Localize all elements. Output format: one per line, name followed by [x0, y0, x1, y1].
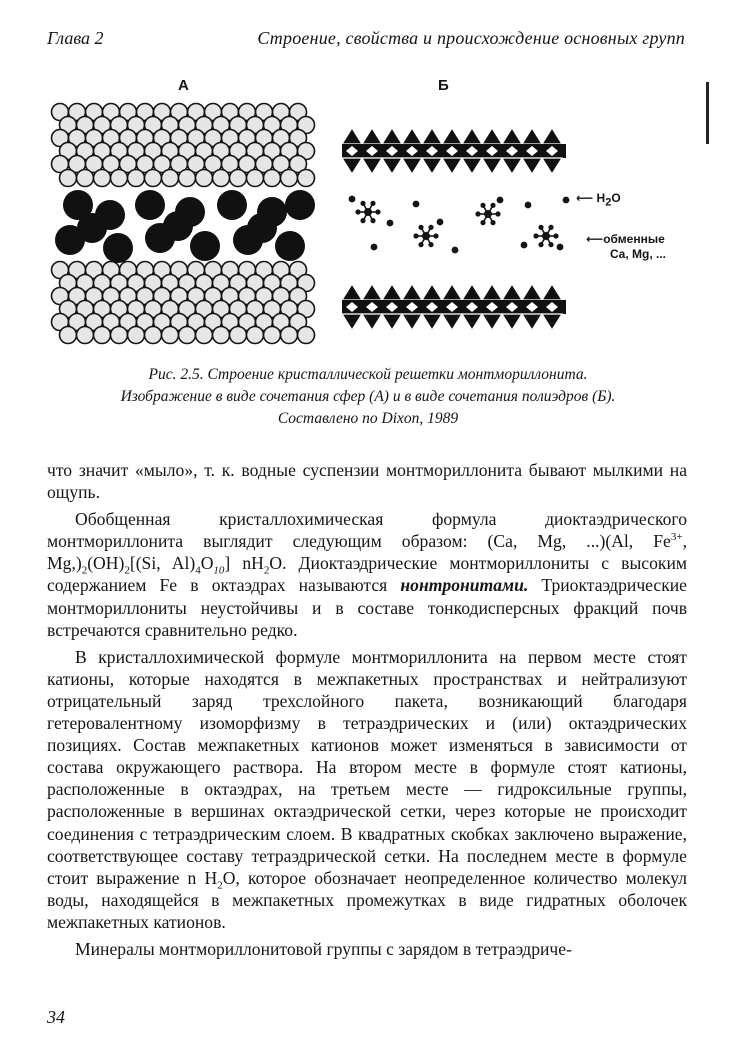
oxygen-sphere	[298, 327, 315, 344]
interlayer-sphere	[247, 213, 277, 243]
oxygen-sphere	[94, 327, 111, 344]
caption-line-1: Рис. 2.5. Строение кристаллической решетки монтмориллонита.	[148, 366, 588, 383]
tetrahedral-octahedral-layer	[522, 128, 542, 144]
oxygen-sphere	[145, 327, 162, 344]
oxygen-sphere	[77, 327, 94, 344]
exchange-cation	[538, 242, 543, 247]
figure-caption	[60, 364, 676, 430]
water-molecule	[437, 219, 444, 226]
oxygen-sphere	[230, 327, 247, 344]
water-molecule	[525, 202, 532, 209]
exchange-cation	[533, 233, 538, 238]
tetrahedral-octahedral-layer	[482, 128, 502, 144]
oxygen-sphere	[128, 327, 145, 344]
oxygen-sphere	[298, 170, 315, 187]
tetrahedral-octahedral-layer	[542, 158, 562, 174]
interlayer-sphere	[135, 190, 165, 220]
exchange-cation	[418, 242, 423, 247]
tetrahedral-octahedral-layer	[402, 314, 422, 330]
tetrahedral-octahedral-layer	[522, 158, 542, 174]
water-annotation	[576, 191, 621, 209]
oxygen-sphere	[264, 327, 281, 344]
oxygen-sphere	[94, 170, 111, 187]
tetrahedral-octahedral-layer	[542, 284, 562, 300]
oxygen-sphere	[179, 170, 196, 187]
tetrahedral-octahedral-layer	[502, 314, 522, 330]
tetrahedral-octahedral-layer	[462, 284, 482, 300]
exchange-label-line1: обменные	[603, 232, 665, 246]
tetrahedral-octahedral-layer	[362, 284, 382, 300]
oxygen-sphere	[60, 327, 77, 344]
water-molecule	[387, 220, 394, 227]
oxygen-sphere	[77, 170, 94, 187]
exchange-cation	[418, 225, 423, 230]
tetrahedral-octahedral-layer	[342, 158, 362, 174]
exchange-cation	[413, 233, 418, 238]
oxygen-sphere	[213, 327, 230, 344]
paragraph-1: что значит «мыло», т. к. водные суспензии монтмориллонита бывают мылкими на ощупь.	[47, 460, 687, 503]
chapter-label: Глава 2	[47, 28, 104, 48]
water-molecule	[413, 201, 420, 208]
tetrahedral-octahedral-layer	[362, 128, 382, 144]
interlayer-sphere	[77, 213, 107, 243]
tetrahedral-octahedral-layer	[342, 128, 362, 144]
exchange-cation	[548, 225, 553, 230]
exchange-cation	[538, 225, 543, 230]
tetrahedral-octahedral-layer	[502, 284, 522, 300]
tetrahedral-octahedral-layer	[402, 284, 422, 300]
water-molecule	[521, 242, 528, 249]
exchange-cation	[490, 203, 495, 208]
exchange-arrow-icon: ⟵	[586, 232, 604, 246]
oxygen-sphere	[179, 327, 196, 344]
tetrahedral-octahedral-layer	[522, 314, 542, 330]
oxygen-sphere	[230, 170, 247, 187]
exchange-cation	[370, 218, 375, 223]
exchange-cation	[375, 209, 380, 214]
tetrahedral-octahedral-layer	[502, 128, 522, 144]
tetrahedral-octahedral-layer	[342, 314, 362, 330]
interlayer-sphere	[163, 211, 193, 241]
exchange-cation	[428, 242, 433, 247]
exchange-cation	[490, 220, 495, 225]
oxygen-sphere	[60, 170, 77, 187]
margin-rule	[706, 82, 709, 144]
oxygen-sphere	[111, 327, 128, 344]
montmorillonite-figure	[0, 0, 733, 370]
paragraph-3: В кристаллохимической формуле монтмориллонита на первом месте стоят катионы, которые находятся в межпакетных пространствах и нейтрализуют отрицательный заряд трехслойного пакета, возникающий благодаря гетеровалентному изоморфизму в тетраэдрических и (или) октаэдрических позициях. Состав межпакетных катионов может изменяться в зависимости от состава окружающего раствора. На втором месте в формуле стоят катионы, расположенные в октаэдрах, на третьем месте — гидроксильные группы, расположенные в вершинах октаэдрической сетки, через которые не происходит соединения с тетраэдрическим слоем. В квадратных скобках заключено выражение, соответствующее составу тетраэдрической сетки. На последнем месте в формуле стоит выражение n $H_2O$, которое обозначает неопределенное количество молекул воды, находящейся в межпакетных промежутках в виде гидратных оболочек межпакетных катионов.	[47, 646, 687, 932]
caption-line-2: Изображение в виде сочетания сфер (А) и в виде сочетания полиэдров (Б).	[120, 388, 616, 405]
tetrahedral-octahedral-layer	[382, 284, 402, 300]
tetrahedral-octahedral-layer	[422, 158, 442, 174]
water-molecule	[349, 196, 356, 203]
water-molecule	[452, 247, 459, 254]
exchange-cations-annotation	[586, 232, 666, 262]
tetrahedral-octahedral-layer	[422, 128, 442, 144]
exchange-cation	[360, 201, 365, 206]
oxygen-sphere	[281, 327, 298, 344]
panel-b-label: Б	[438, 77, 449, 94]
tetrahedral-octahedral-layer	[442, 128, 462, 144]
oxygen-sphere	[196, 327, 213, 344]
water-molecule	[563, 197, 570, 204]
body-text	[47, 459, 687, 960]
exchange-cation	[360, 218, 365, 223]
tetrahedral-octahedral-layer	[382, 314, 402, 330]
tetrahedral-octahedral-layer	[422, 284, 442, 300]
tetrahedral-octahedral-layer	[382, 158, 402, 174]
oxygen-sphere	[247, 170, 264, 187]
tetrahedral-octahedral-layer	[342, 284, 362, 300]
exchange-cation	[495, 211, 500, 216]
exchange-cation	[428, 225, 433, 230]
oxygen-sphere	[196, 170, 213, 187]
tetrahedral-octahedral-layer	[462, 314, 482, 330]
water-molecule	[371, 244, 378, 251]
tetrahedral-octahedral-layer	[482, 284, 502, 300]
tetrahedral-octahedral-layer	[402, 128, 422, 144]
tetrahedral-octahedral-layer	[382, 128, 402, 144]
oxygen-sphere	[247, 327, 264, 344]
water-molecule	[557, 244, 564, 251]
oxygen-sphere	[162, 170, 179, 187]
exchange-cation	[480, 220, 485, 225]
oxygen-sphere	[145, 170, 162, 187]
exchange-cation	[355, 209, 360, 214]
exchange-cation	[475, 211, 480, 216]
panel-a-label: А	[178, 77, 189, 94]
water-label: $H_2O$	[596, 191, 621, 209]
paragraph-4: Минералы монтмориллонитовой группы с зарядом в тетраэдриче-	[75, 938, 572, 959]
interlayer-sphere	[190, 231, 220, 261]
page-number: 34	[47, 1007, 65, 1027]
tetrahedral-octahedral-layer	[462, 128, 482, 144]
exchange-cation	[370, 201, 375, 206]
water-arrow-icon: ⟵	[576, 191, 594, 205]
interlayer-sphere	[275, 231, 305, 261]
tetrahedral-octahedral-layer	[482, 314, 502, 330]
tetrahedral-octahedral-layer	[442, 158, 462, 174]
tetrahedral-octahedral-layer	[542, 314, 562, 330]
tetrahedral-octahedral-layer	[482, 158, 502, 174]
running-title: Строение, свойства и происхождение основных групп	[257, 28, 685, 48]
oxygen-sphere	[264, 170, 281, 187]
tetrahedral-octahedral-layer	[362, 314, 382, 330]
oxygen-sphere	[111, 170, 128, 187]
oxygen-sphere	[128, 170, 145, 187]
tetrahedral-octahedral-layer	[422, 314, 442, 330]
tetrahedral-octahedral-layer	[442, 314, 462, 330]
interlayer-sphere	[285, 190, 315, 220]
oxygen-sphere	[213, 170, 230, 187]
tetrahedral-octahedral-layer	[442, 284, 462, 300]
paragraph-2: Обобщенная кристаллохимическая формула диоктаэдрического монтмориллонита выглядит следующим образом: (Ca, Mg, ...)(Al, $Fe^{3+}$, $Mg,)_2(OH)_2[(Si$, $Al)_4O_{10}$] $nH_2O$. Диоктаэдрические монтмориллониты с высоким содержанием Fe в октаэдрах называются нонтронитами. Триоктаэдрические монтмориллониты неустойчивы и в составе тонкодисперсных фракций почв встречаются сравнительно редко.	[47, 509, 688, 640]
water-molecule	[497, 197, 504, 204]
exchange-cation	[433, 233, 438, 238]
exchange-cation	[553, 233, 558, 238]
term-nontronite: нонтронитами.	[400, 575, 529, 596]
tetrahedral-octahedral-layer	[542, 128, 562, 144]
sphere-model-panel	[52, 104, 316, 344]
caption-line-3: Составлено по Dixon, 1989	[277, 410, 459, 427]
tetrahedral-octahedral-layer	[402, 158, 422, 174]
oxygen-sphere	[281, 170, 298, 187]
tetrahedral-octahedral-layer	[362, 158, 382, 174]
oxygen-sphere	[162, 327, 179, 344]
interlayer-sphere	[217, 190, 247, 220]
exchange-cation	[548, 242, 553, 247]
tetrahedral-octahedral-layer	[502, 158, 522, 174]
polyhedra-model-panel	[342, 128, 569, 330]
interlayer-sphere	[103, 233, 133, 263]
exchange-cation	[480, 203, 485, 208]
tetrahedral-octahedral-layer	[522, 284, 542, 300]
exchange-label-line2: Ca, Mg, ...	[610, 247, 667, 261]
tetrahedral-octahedral-layer	[462, 158, 482, 174]
